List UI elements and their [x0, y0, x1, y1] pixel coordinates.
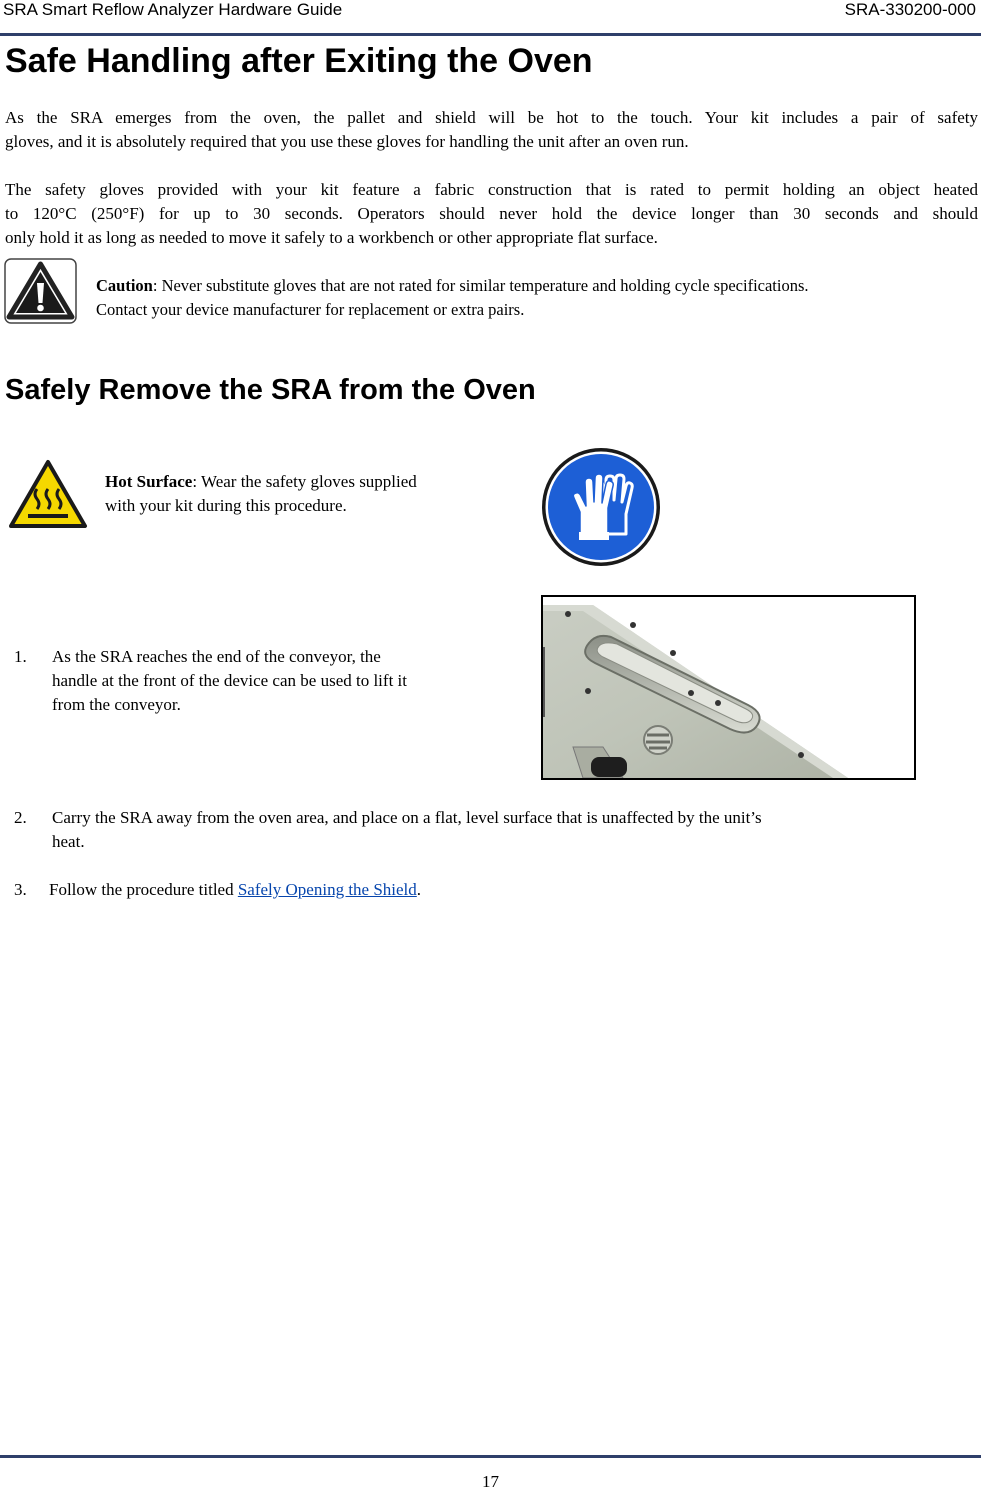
hot-surface-icon	[8, 459, 88, 529]
step-3-text	[49, 878, 421, 902]
step-1-line-1: As the SRA reaches the end of the conveyor, the	[52, 647, 381, 666]
header-rule	[0, 33, 981, 36]
step-2-text	[52, 806, 972, 854]
header-title: SRA Smart Reflow Analyzer Hardware Guide	[3, 0, 343, 19]
step-3-suffix: .	[416, 880, 422, 899]
step-3-prefix: Follow the procedure titled	[49, 880, 238, 899]
wear-gloves-icon	[540, 446, 662, 568]
step-1-text	[52, 645, 407, 717]
paragraph-intro-line-2: gloves, and it is absolutely required that you use these gloves for handling the unit after an oven run.	[5, 132, 689, 151]
step-1	[14, 645, 494, 717]
step-1-line-2: handle at the front of the device can be used to lift it	[52, 671, 407, 690]
paragraph-gloves-line-3: only hold it as long as needed to move it safely to a workbench or other appropriate flat surface.	[5, 228, 658, 247]
step-2-number: 2.	[14, 808, 27, 827]
paragraph-intro	[5, 106, 978, 154]
step-2	[14, 806, 974, 854]
footer-rule	[0, 1455, 981, 1458]
hot-surface-label: Hot Surface	[105, 472, 193, 491]
hot-surface-line-1	[105, 470, 505, 494]
caution-line-1-text: : Never substitute gloves that are not rated for similar temperature and holding cycle specifications.	[152, 276, 809, 295]
caution-line-1	[96, 274, 981, 298]
caution-warning-icon	[4, 258, 77, 324]
hot-surface-line-1-text: : Wear the safety gloves supplied	[192, 472, 417, 491]
step-3-number: 3.	[14, 880, 27, 899]
caution-note	[96, 274, 981, 322]
section-heading-remove-sra: Safely Remove the SRA from the Oven	[5, 374, 536, 406]
step-1-number: 1.	[14, 647, 27, 666]
step-2-line-1: Carry the SRA away from the oven area, and place on a flat, level surface that is unaffected by the unit’s	[52, 808, 762, 827]
header-doc-number: SRA-330200-000	[844, 0, 976, 19]
caution-line-2: Contact your device manufacturer for replacement or extra pairs.	[96, 300, 525, 319]
hot-surface-line-2: with your kit during this procedure.	[105, 496, 347, 515]
sra-pallet-photo	[541, 595, 916, 780]
step-3	[14, 878, 974, 902]
paragraph-intro-line-1: As the SRA emerges from the oven, the pallet and shield will be hot to the touch. Your kit includes a pair of safety	[5, 108, 978, 127]
step-2-line-2: heat.	[52, 832, 85, 851]
step-1-line-3: from the conveyor.	[52, 695, 181, 714]
section-heading-safe-handling: Safe Handling after Exiting the Oven	[5, 42, 593, 80]
hot-surface-note	[105, 470, 505, 518]
caution-label: Caution	[96, 276, 153, 295]
page-number: 17	[482, 1472, 499, 1491]
safely-opening-shield-link[interactable]: Safely Opening the Shield	[237, 880, 417, 899]
paragraph-gloves-line-1: The safety gloves provided with your kit feature a fabric construction that is rated to permit holding an object heated	[5, 180, 978, 199]
paragraph-gloves-line-2: to 120°C (250°F) for up to 30 seconds. Operators should never hold the device longer than 30 seconds and should	[5, 204, 978, 223]
paragraph-gloves	[5, 178, 978, 250]
